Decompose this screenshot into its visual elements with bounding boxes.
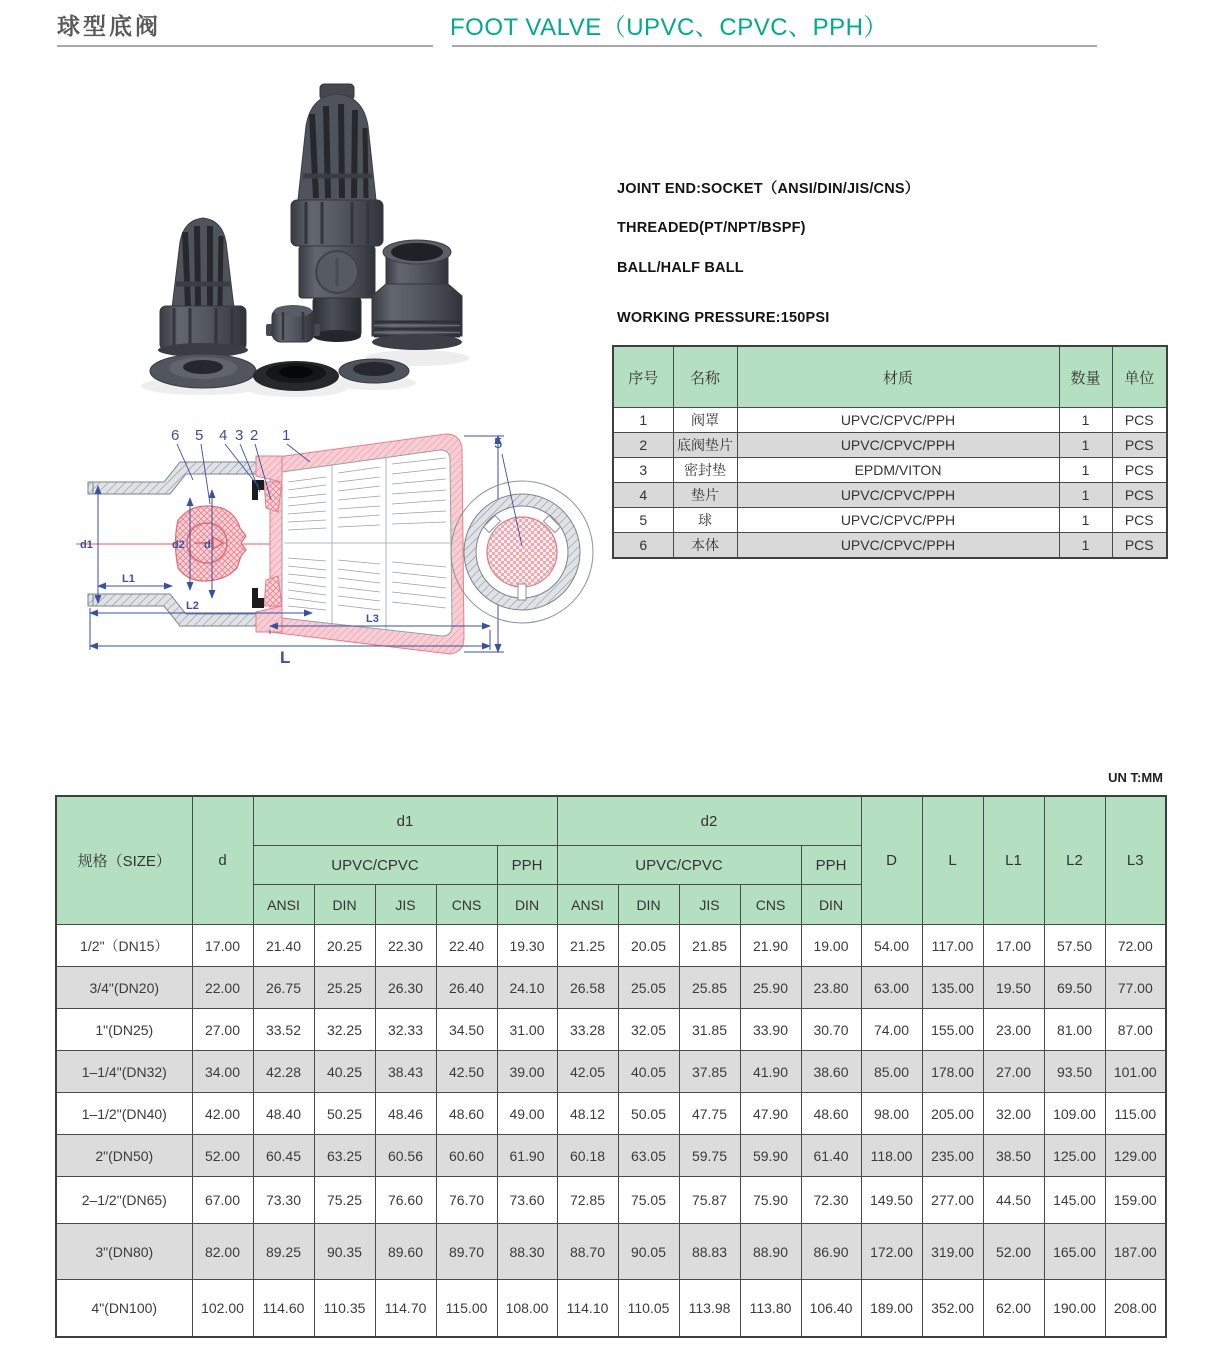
cell: 1 (1059, 483, 1112, 508)
cell: 54.00 (861, 925, 922, 967)
dim-row (56, 1224, 1166, 1280)
cell: 114.60 (253, 1280, 314, 1337)
cell: EPDM/VITON (737, 458, 1059, 483)
parts-row (613, 508, 1167, 533)
cell: 4"(DN100) (56, 1280, 192, 1337)
cell: UPVC/CPVC/PPH (737, 533, 1059, 559)
cell: 本体 (673, 533, 737, 559)
cell: 27.00 (192, 1009, 253, 1051)
callout-4: 4 (219, 427, 228, 444)
cell: 48.60 (801, 1093, 861, 1135)
cell: 63.05 (618, 1135, 679, 1177)
photo-gasket-gray-right (339, 359, 409, 383)
cell: 62.00 (983, 1280, 1044, 1337)
cell: 52.00 (192, 1135, 253, 1177)
cell: 31.85 (679, 1009, 740, 1051)
dim-row (56, 1051, 1166, 1093)
header-rule-right (452, 45, 1097, 47)
cell: 34.00 (192, 1051, 253, 1093)
cell: 208.00 (1105, 1280, 1166, 1337)
cell: 63.25 (314, 1135, 375, 1177)
cell: 21.90 (740, 925, 801, 967)
cell: 178.00 (922, 1051, 983, 1093)
cell: 2–1/2"(DN65) (56, 1177, 192, 1224)
cell: 38.60 (801, 1051, 861, 1093)
cell: 23.00 (983, 1009, 1044, 1051)
spec-joint-end: JOINT END:SOCKET（ANSI/DIN/JIS/CNS） (617, 181, 920, 197)
col-d2-cns: CNS (740, 885, 801, 925)
cell: 159.00 (1105, 1177, 1166, 1224)
cell: 1–1/4"(DN32) (56, 1051, 192, 1093)
col-d2-jis: JIS (679, 885, 740, 925)
cell: 102.00 (192, 1280, 253, 1337)
cell: 165.00 (1044, 1224, 1105, 1280)
cell: 88.70 (557, 1224, 618, 1280)
col-size: 规格（SIZE） (56, 796, 192, 925)
cell: 189.00 (861, 1280, 922, 1337)
cell: 145.00 (1044, 1177, 1105, 1224)
cell: 37.85 (679, 1051, 740, 1093)
dimension-table (55, 795, 1167, 1338)
section-drawing (60, 420, 610, 670)
cell: 6 (613, 533, 673, 559)
cell: 21.40 (253, 925, 314, 967)
col-L3: L3 (1105, 796, 1166, 925)
cell: 33.90 (740, 1009, 801, 1051)
cell: 88.83 (679, 1224, 740, 1280)
cell: 47.90 (740, 1093, 801, 1135)
cell: 319.00 (922, 1224, 983, 1280)
cell: 60.56 (375, 1135, 436, 1177)
parts-row (613, 408, 1167, 433)
cell: 50.25 (314, 1093, 375, 1135)
cell: 149.50 (861, 1177, 922, 1224)
page-title-zh: 球型底阀 (57, 13, 161, 39)
cell: 69.50 (1044, 967, 1105, 1009)
col-d2-din: DIN (618, 885, 679, 925)
cell: 阀罩 (673, 408, 737, 433)
cell: 25.90 (740, 967, 801, 1009)
cell: 172.00 (861, 1224, 922, 1280)
cell: 235.00 (922, 1135, 983, 1177)
cell: 73.30 (253, 1177, 314, 1224)
dim-row (56, 1177, 1166, 1224)
parts-col-no: 序号 (613, 346, 673, 408)
parts-row (613, 433, 1167, 458)
dim-row (56, 1135, 1166, 1177)
cell: 48.46 (375, 1093, 436, 1135)
cell: 5 (613, 508, 673, 533)
cell: 40.25 (314, 1051, 375, 1093)
cell: 41.90 (740, 1051, 801, 1093)
parts-table (612, 345, 1168, 559)
cell: 60.18 (557, 1135, 618, 1177)
cell: 81.00 (1044, 1009, 1105, 1051)
cell: UPVC/CPVC/PPH (737, 433, 1059, 458)
spec-threaded: THREADED(PT/NPT/BSPF) (617, 220, 806, 236)
cell: 110.05 (618, 1280, 679, 1337)
page-title-en: FOOT VALVE（UPVC、CPVC、PPH） (450, 14, 888, 41)
cell: 3 (613, 458, 673, 483)
cell: 75.90 (740, 1177, 801, 1224)
cell: UPVC/CPVC/PPH (737, 408, 1059, 433)
cell: 30.70 (801, 1009, 861, 1051)
cell: 72.00 (1105, 925, 1166, 967)
cell: 1 (1059, 458, 1112, 483)
cell: 23.80 (801, 967, 861, 1009)
cell: 89.70 (436, 1224, 497, 1280)
cell: 205.00 (922, 1093, 983, 1135)
cell: 74.00 (861, 1009, 922, 1051)
dim-L1: L1 (122, 573, 135, 585)
cell: 88.90 (740, 1224, 801, 1280)
dim-row (56, 1280, 1166, 1337)
cell: 48.12 (557, 1093, 618, 1135)
cell: 25.85 (679, 967, 740, 1009)
cell: 86.90 (801, 1224, 861, 1280)
cell: 2 (613, 433, 673, 458)
cell: PCS (1112, 408, 1167, 433)
cell: 4 (613, 483, 673, 508)
cell: PCS (1112, 483, 1167, 508)
cell: 187.00 (1105, 1224, 1166, 1280)
parts-row (613, 483, 1167, 508)
cell: 277.00 (922, 1177, 983, 1224)
cell: 22.30 (375, 925, 436, 967)
cell: 352.00 (922, 1280, 983, 1337)
cell: 89.25 (253, 1224, 314, 1280)
cell: 59.75 (679, 1135, 740, 1177)
cell: 2"(DN50) (56, 1135, 192, 1177)
dim-L3: L3 (366, 613, 379, 625)
cell: 48.40 (253, 1093, 314, 1135)
photo-cap (266, 305, 320, 342)
cell: 72.30 (801, 1177, 861, 1224)
dim-d: d (204, 539, 211, 551)
photo-gasket-black (253, 361, 339, 391)
ball-section (176, 506, 247, 581)
unit-note: UN T:MM (1108, 770, 1163, 785)
cell: 75.25 (314, 1177, 375, 1224)
col-L: L (922, 796, 983, 925)
cell: 42.28 (253, 1051, 314, 1093)
dim-row (56, 925, 1166, 967)
spec-pressure: WORKING PRESSURE:150PSI (617, 310, 830, 326)
group-d1: d1 (253, 796, 557, 846)
callout-3: 3 (235, 427, 244, 444)
cell: 76.60 (375, 1177, 436, 1224)
col-d1-din: DIN (314, 885, 375, 925)
photo-strainer (158, 218, 248, 357)
cell: 113.80 (740, 1280, 801, 1337)
col-d2-ansi: ANSI (557, 885, 618, 925)
cell: PCS (1112, 433, 1167, 458)
cell: 50.05 (618, 1093, 679, 1135)
cell: 135.00 (922, 967, 983, 1009)
parts-col-qty: 数量 (1059, 346, 1112, 408)
cell: 87.00 (1105, 1009, 1166, 1051)
col-d1-pph-din: DIN (497, 885, 557, 925)
photo-socket-adapter (372, 240, 462, 350)
col-d1-cns: CNS (436, 885, 497, 925)
cell: 26.30 (375, 967, 436, 1009)
cell: 34.50 (436, 1009, 497, 1051)
cell: 85.00 (861, 1051, 922, 1093)
cell: 33.52 (253, 1009, 314, 1051)
cell: 1 (1059, 533, 1112, 559)
end-view (451, 435, 593, 623)
cell: 52.00 (983, 1224, 1044, 1280)
cell: 48.60 (436, 1093, 497, 1135)
cell: 25.25 (314, 967, 375, 1009)
header-rule-left (57, 45, 433, 47)
cell: 60.45 (253, 1135, 314, 1177)
cell: 73.60 (497, 1177, 557, 1224)
cell: 42.05 (557, 1051, 618, 1093)
cell: 22.00 (192, 967, 253, 1009)
group-d2-upvc: UPVC/CPVC (557, 846, 801, 885)
cell: 75.05 (618, 1177, 679, 1224)
parts-col-unit: 单位 (1112, 346, 1167, 408)
cell: 60.60 (436, 1135, 497, 1177)
cell: 1 (1059, 433, 1112, 458)
cell: 20.05 (618, 925, 679, 967)
group-d2-pph: PPH (801, 846, 861, 885)
cell: 67.00 (192, 1177, 253, 1224)
cell: 球 (673, 508, 737, 533)
cell: 98.00 (861, 1093, 922, 1135)
cell: 76.70 (436, 1177, 497, 1224)
cell: 190.00 (1044, 1280, 1105, 1337)
cell: 26.75 (253, 967, 314, 1009)
cell: 垫片 (673, 483, 737, 508)
cell: 21.25 (557, 925, 618, 967)
cell: 118.00 (861, 1135, 922, 1177)
cell: 25.05 (618, 967, 679, 1009)
cell: 89.60 (375, 1224, 436, 1280)
cell: 114.10 (557, 1280, 618, 1337)
cell: PCS (1112, 508, 1167, 533)
dim-row (56, 967, 1166, 1009)
cell: 1/2"（DN15） (56, 925, 192, 967)
cell: 42.50 (436, 1051, 497, 1093)
cell: 114.70 (375, 1280, 436, 1337)
cell: 113.98 (679, 1280, 740, 1337)
cell: 63.00 (861, 967, 922, 1009)
dim-d1: d1 (80, 539, 93, 551)
cell: 32.00 (983, 1093, 1044, 1135)
col-d1-ansi: ANSI (253, 885, 314, 925)
col-d: d (192, 796, 253, 925)
dim-L: L (280, 648, 291, 667)
cell: 90.35 (314, 1224, 375, 1280)
cell: 93.50 (1044, 1051, 1105, 1093)
cell: 1 (1059, 508, 1112, 533)
parts-col-material: 材质 (737, 346, 1059, 408)
cell: 3"(DN80) (56, 1224, 192, 1280)
cell: 110.35 (314, 1280, 375, 1337)
cell: 17.00 (192, 925, 253, 967)
cell: PCS (1112, 458, 1167, 483)
cell: 27.00 (983, 1051, 1044, 1093)
col-D: D (861, 796, 922, 925)
cell: 1–1/2"(DN40) (56, 1093, 192, 1135)
dim-row (56, 1009, 1166, 1051)
cell: 47.75 (679, 1093, 740, 1135)
cell: 密封垫 (673, 458, 737, 483)
cell: 125.00 (1044, 1135, 1105, 1177)
cell: 115.00 (1105, 1093, 1166, 1135)
cell: 42.00 (192, 1093, 253, 1135)
cell: 88.30 (497, 1224, 557, 1280)
cell: 40.05 (618, 1051, 679, 1093)
parts-row (613, 458, 1167, 483)
end-view-callout-5: 5 (494, 435, 503, 452)
cell: 底阀垫片 (673, 433, 737, 458)
group-d1-upvc: UPVC/CPVC (253, 846, 497, 885)
cell: 61.90 (497, 1135, 557, 1177)
product-photo (100, 80, 600, 420)
cell: 1"(DN25) (56, 1009, 192, 1051)
cell: 108.00 (497, 1280, 557, 1337)
cell: 59.90 (740, 1135, 801, 1177)
cell: 1 (613, 408, 673, 433)
cell: UPVC/CPVC/PPH (737, 508, 1059, 533)
cell: 17.00 (983, 925, 1044, 967)
cell: 38.43 (375, 1051, 436, 1093)
cell: 115.00 (436, 1280, 497, 1337)
group-d1-pph: PPH (497, 846, 557, 885)
cell: 1 (1059, 408, 1112, 433)
cell: 57.50 (1044, 925, 1105, 967)
cell: 26.40 (436, 967, 497, 1009)
group-d2: d2 (557, 796, 861, 846)
cell: 109.00 (1044, 1093, 1105, 1135)
cell: 72.85 (557, 1177, 618, 1224)
dim-L2: L2 (186, 600, 199, 612)
cell: 39.00 (497, 1051, 557, 1093)
cell: 38.50 (983, 1135, 1044, 1177)
cage-section (252, 434, 464, 654)
cell: 21.85 (679, 925, 740, 967)
cell: 19.00 (801, 925, 861, 967)
spec-ball: BALL/HALF BALL (617, 260, 744, 276)
cell: 117.00 (922, 925, 983, 967)
cell: 32.25 (314, 1009, 375, 1051)
cell: 129.00 (1105, 1135, 1166, 1177)
cell: 49.00 (497, 1093, 557, 1135)
cell: 75.87 (679, 1177, 740, 1224)
cell: UPVC/CPVC/PPH (737, 483, 1059, 508)
cell: 155.00 (922, 1009, 983, 1051)
cell: 22.40 (436, 925, 497, 967)
cell: 19.50 (983, 967, 1044, 1009)
col-d2-pph-din: DIN (801, 885, 861, 925)
callout-6: 6 (171, 427, 180, 444)
col-d1-jis: JIS (375, 885, 436, 925)
dim-row (56, 1093, 1166, 1135)
cell: 77.00 (1105, 967, 1166, 1009)
parts-row (613, 533, 1167, 559)
cell: 106.40 (801, 1280, 861, 1337)
cell: 31.00 (497, 1009, 557, 1051)
cell: 82.00 (192, 1224, 253, 1280)
cell: 61.40 (801, 1135, 861, 1177)
col-L1: L1 (983, 796, 1044, 925)
cell: 32.33 (375, 1009, 436, 1051)
cell: 19.30 (497, 925, 557, 967)
callout-2: 2 (250, 427, 259, 444)
col-L2: L2 (1044, 796, 1105, 925)
cell: PCS (1112, 533, 1167, 559)
photo-gasket-gray-left (150, 354, 256, 388)
cell: 26.58 (557, 967, 618, 1009)
cell: 3/4"(DN20) (56, 967, 192, 1009)
dim-d2: d2 (172, 539, 185, 551)
cell: 44.50 (983, 1177, 1044, 1224)
parts-col-name: 名称 (673, 346, 737, 408)
cell: 33.28 (557, 1009, 618, 1051)
cell: 32.05 (618, 1009, 679, 1051)
cell: 101.00 (1105, 1051, 1166, 1093)
cell: 20.25 (314, 925, 375, 967)
callout-1: 1 (282, 427, 291, 444)
callout-5: 5 (195, 427, 204, 444)
cell: 24.10 (497, 967, 557, 1009)
cell: 90.05 (618, 1224, 679, 1280)
photo-assembled-valve (291, 84, 383, 342)
